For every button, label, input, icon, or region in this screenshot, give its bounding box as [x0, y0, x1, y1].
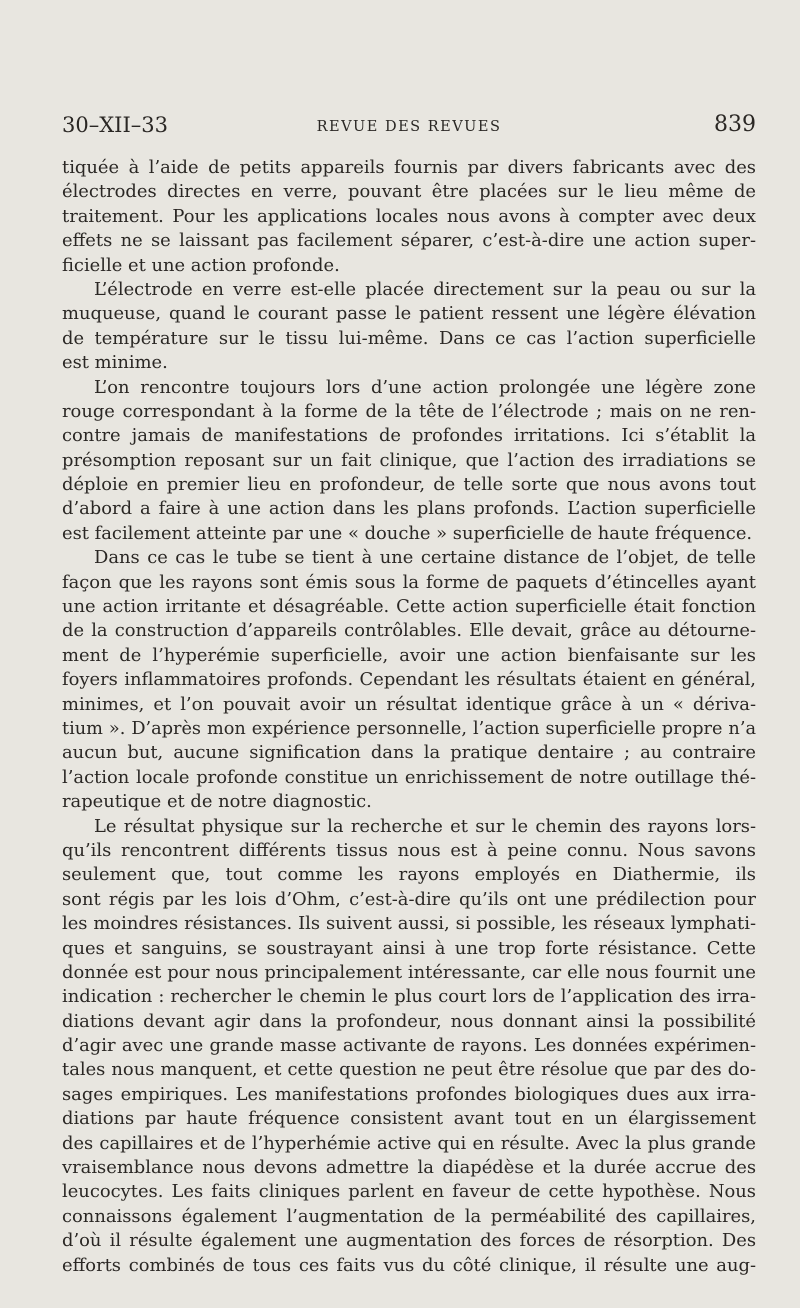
- text-line: traitement. Pour les applications locales nous avons à compter avec deux: [62, 205, 756, 227]
- text-line: est minime.: [62, 352, 168, 374]
- text-line: façon que les rayons sont émis sous la forme de paquets d’étincelles ayant: [62, 571, 756, 593]
- text-line: connaissons également l’augmentation de la perméabilité des capillaires,: [62, 1205, 756, 1227]
- text-line: est facilement atteinte par une « douche » superficielle de haute fréquence.: [62, 522, 753, 544]
- text-line: une action irritante et désagréable. Cette action superficielle était fonction: [62, 596, 756, 618]
- text-line: foyers inflammatoires profonds. Cependant les résultats étaient en général,: [62, 669, 756, 691]
- text-line: tales nous manquent, et cette question ne peut être résolue que par des do-: [62, 1059, 756, 1081]
- text-line: L’on rencontre toujours lors d’une action prolongée une légère zone: [94, 376, 756, 398]
- text-line: seulement que, tout comme les rayons employés en Diathermie, ils: [62, 864, 756, 886]
- text-line: électrodes directes en verre, pouvant être placées sur le lieu même de: [62, 181, 756, 203]
- text-line: d’agir avec une grande masse activante de rayons. Les données expérimen-: [62, 1035, 756, 1057]
- text-line: tium ». D’après mon expérience personnelle, l’action superficielle propre n’a: [62, 718, 756, 739]
- text-line: de la construction d’appareils contrôlables. Elle devait, grâce au détourne-: [62, 620, 756, 642]
- text-line: contre jamais de manifestations de profondes irritations. Ici s’établit la: [62, 425, 756, 447]
- text-line: diations devant agir dans la profondeur, nous donnant ainsi la possibilité: [62, 1010, 756, 1032]
- text-line: rouge correspondant à la forme de la tête de l’électrode ; mais on ne ren-: [62, 400, 756, 422]
- text-line: ficielle et une action profonde.: [62, 254, 340, 276]
- text-line: L’électrode en verre est-elle placée directement sur la peau ou sur la: [94, 278, 756, 300]
- text-line: muqueuse, quand le courant passe le patient ressent une légère élévation: [62, 303, 756, 325]
- running-title: REVUE DES REVUES: [316, 119, 502, 135]
- text-line: de température sur le tissu lui-même. Dans ce cas l’action superficielle: [62, 327, 756, 349]
- text-line: leucocytes. Les faits cliniques parlent en faveur de cette hypothèse. Nous: [62, 1181, 756, 1203]
- text-line: aucun but, aucune signification dans la pratique dentaire ; au contraire: [62, 742, 756, 764]
- text-line: indication : rechercher le chemin le plus court lors de l’application des irra-: [62, 986, 756, 1008]
- text-line: donnée est pour nous principalement intéressante, car elle nous fournit une: [62, 961, 756, 983]
- text-line: Le résultat physique sur la recherche et sur le chemin des rayons lors-: [94, 815, 756, 837]
- text-line: présomption reposant sur un fait clinique, que l’action des irradiations se: [62, 449, 756, 471]
- text-line: sont régis par les lois d’Ohm, c’est-à-dire qu’ils ont une prédilection pour: [62, 888, 756, 910]
- page-number: 839: [714, 112, 756, 137]
- text-line: d’où il résulte également une augmentation des forces de résorption. Des: [62, 1230, 756, 1252]
- text-line: ment de l’hyperémie superficielle, avoir une action bienfaisante sur les: [62, 644, 756, 666]
- text-line: diations par haute fréquence consistent avant tout en un élargissement: [62, 1108, 756, 1130]
- text-line: Dans ce cas le tube se tient à une certaine distance de l’objet, de telle: [94, 547, 756, 569]
- text-line: l’action locale profonde constitue un enrichissement de notre outillage thé-: [62, 766, 756, 788]
- text-line: des capillaires et de l’hyperhémie active qui en résulte. Avec la plus grande: [62, 1132, 756, 1154]
- text-line: efforts combinés de tous ces faits vus du côté clinique, il résulte une aug-: [62, 1254, 756, 1276]
- issue-date: 30–XII–33: [62, 113, 168, 137]
- body-text: [62, 156, 756, 1278]
- text-line: ques et sanguins, se soustrayant ainsi à une trop forte résistance. Cette: [62, 937, 756, 959]
- text-line: d’abord a faire à une action dans les plans profonds. L’action superficielle: [62, 498, 756, 520]
- page-header: [62, 108, 756, 142]
- text-line: minimes, et l’on pouvait avoir un résultat identique grâce à un « dériva-: [62, 693, 756, 715]
- text-line: déploie en premier lieu en profondeur, de telle sorte que nous avons tout: [62, 474, 756, 496]
- text-line: qu’ils rencontrent différents tissus nous est à peine connu. Nous savons: [62, 839, 756, 861]
- text-line: sages empiriques. Les manifestations profondes biologiques dues aux irra-: [62, 1083, 756, 1105]
- text-line: les moindres résistances. Ils suivent aussi, si possible, les réseaux lymphati-: [62, 913, 756, 935]
- text-line: tiquée à l’aide de petits appareils fournis par divers fabricants avec des: [62, 157, 756, 178]
- text-line: vraisemblance nous devons admettre la diapédèse et la durée accrue des: [62, 1157, 756, 1179]
- text-line: effets ne se laissant pas facilement séparer, c’est-à-dire une action super-: [62, 230, 756, 252]
- text-line: rapeutique et de notre diagnostic.: [62, 791, 372, 813]
